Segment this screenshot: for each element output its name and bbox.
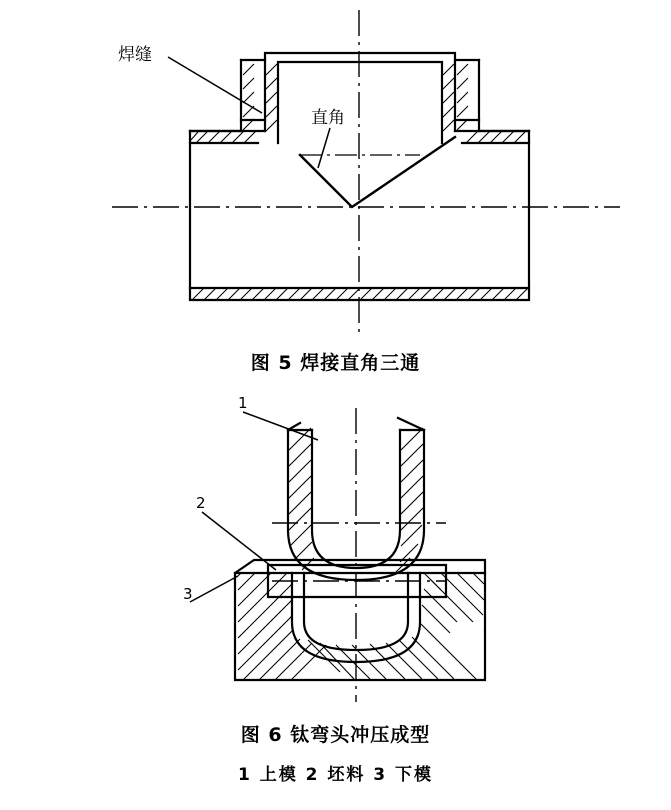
figure-6-legend: 1 上模 2 坯料 3 下模 xyxy=(237,765,434,785)
figure-5-caption: 图 5 焊接直角三通 xyxy=(250,352,421,374)
figure-5-drawing xyxy=(0,0,671,340)
leader-callout-1 xyxy=(243,412,318,440)
callout-3: 3 xyxy=(183,585,193,603)
figure-6 xyxy=(0,390,671,810)
leader-right-angle xyxy=(318,128,330,168)
leader-weld-seam xyxy=(168,57,262,113)
annotation-weld-seam: 焊缝 xyxy=(118,45,152,65)
figure-6-drawing xyxy=(0,390,671,710)
figure-6-caption: 图 6 钛弯头冲压成型 xyxy=(240,724,431,746)
callout-2: 2 xyxy=(196,494,206,512)
leader-callout-2 xyxy=(202,512,276,570)
figure-5 xyxy=(0,0,671,390)
callout-1: 1 xyxy=(238,394,248,412)
annotation-right-angle: 直角 xyxy=(311,108,345,128)
leader-callout-3 xyxy=(190,576,238,602)
